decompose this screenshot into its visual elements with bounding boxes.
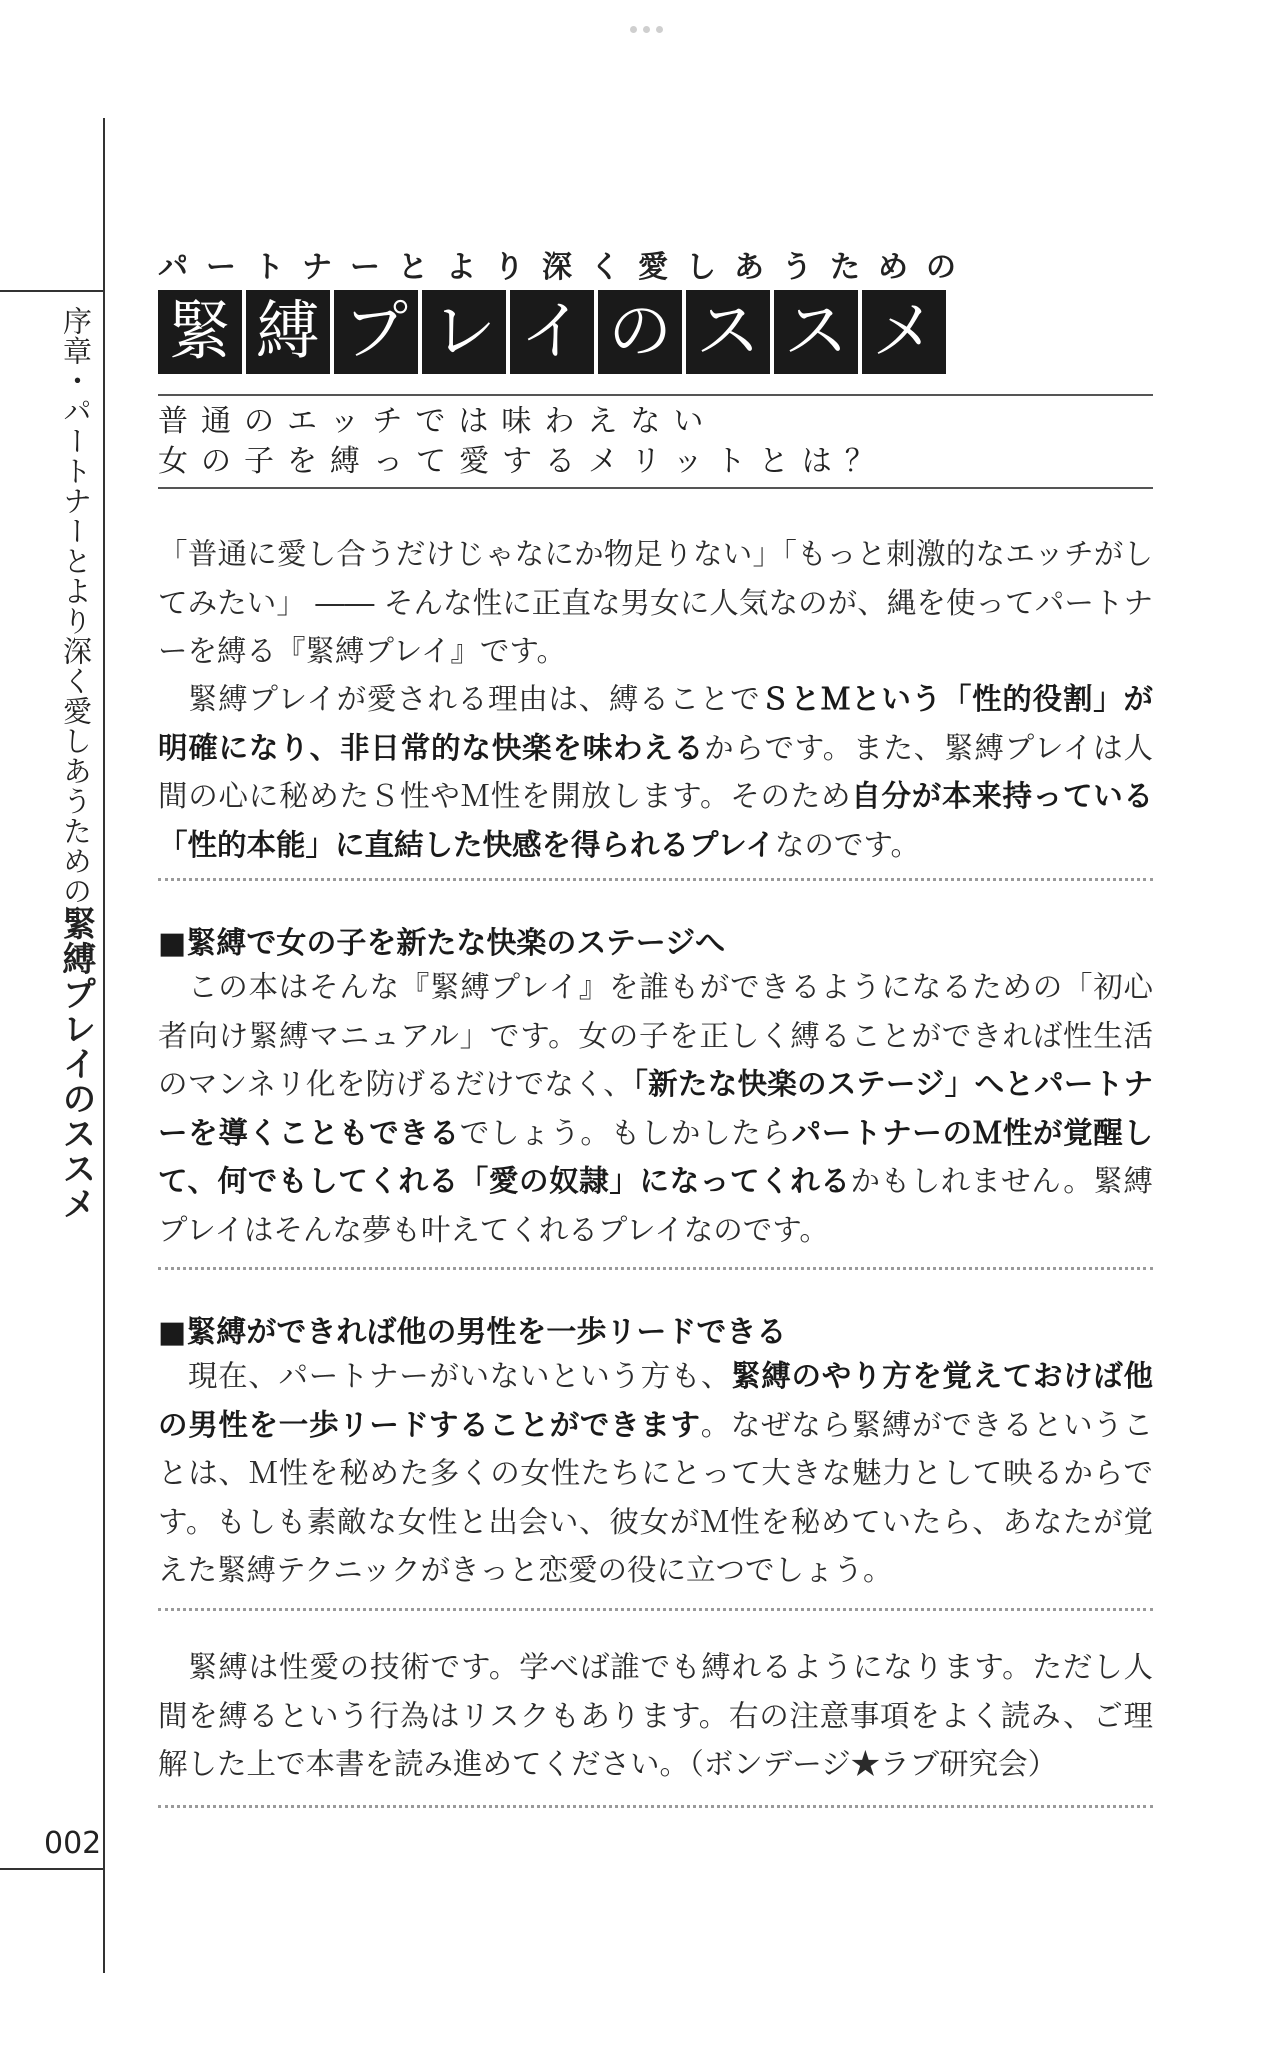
page-indicator-dots[interactable]: [630, 26, 663, 33]
subtitle-line-1: 普通のエッチでは味わえない: [158, 404, 717, 439]
text-run: この本はそんな『緊縛プレイ』を誰もができるようになるための「初心者向け緊縛マニュアル」です。女の子を正しく縛ることができれば性生活のマンネリ化を防げるだけでなく、: [158, 970, 1153, 1101]
running-title: [56, 306, 96, 1221]
sidebar-bottom-rule: [0, 1868, 104, 1870]
subtitle-top-rule: [158, 394, 1153, 396]
title-char: プ: [334, 290, 418, 374]
sidebar-top-rule: [0, 290, 104, 292]
section-2-heading: ■緊縛ができれば他の男性を一歩リードできる: [158, 1315, 787, 1350]
running-title-bold: 緊縛プレイのススメ: [56, 906, 96, 1221]
title-char: ス: [686, 290, 770, 374]
dotted-divider: [158, 878, 1153, 881]
text-run: 現在、パートナーがいないという方も、: [188, 1359, 732, 1393]
title-char: の: [598, 290, 682, 374]
text-run: なのです。: [774, 827, 920, 862]
subtitle-line-2: 女の子を縛って愛するメリットとは？: [158, 444, 888, 479]
subtitle-bottom-rule: [158, 487, 1153, 489]
title-kicker: パートナーとより深く愛しあうための: [158, 250, 974, 285]
section-1-body: [158, 963, 1153, 1254]
dotted-divider: [158, 1608, 1153, 1611]
emphasis-run: 自分が本来持っている「性的本能」に直結した快感を得られるプレイ: [158, 778, 1153, 862]
text-run: かもしれません。緊縛プレイはそんな夢も叶えてくれるプレイなのです。: [158, 1164, 1153, 1247]
text-run: からです。また、緊縛プレイは人間の心に秘めたＳ性やＭ性を開放します。そのため: [158, 730, 1153, 813]
emphasis-run: 「新たな快楽のステージ」へとパートナーを導くこともできる: [158, 1066, 1154, 1150]
page-title: [158, 290, 946, 374]
text-run: 緊縛プレイが愛される理由は、縛ることで: [188, 682, 761, 716]
title-char: レ: [422, 290, 506, 374]
emphasis-run: パートナーのＭ性が覚醒して、何でもしてくれる「愛の奴隷」になってくれる: [158, 1114, 1153, 1198]
closing-paragraph: 緊縛は性愛の技術です。学べば誰でも縛れるようになります。ただし人間を縛るという行為はリスクもあります。右の注意事項をよく読み、ご理解した上で本書を読み進めてください。（ボンデージ★ラブ研究会）: [158, 1650, 1153, 1781]
title-char: 縛: [246, 290, 330, 374]
title-char: 緊: [158, 290, 242, 374]
section-2-body: [158, 1352, 1153, 1595]
text-run: でしょう。もしかしたら: [459, 1115, 792, 1150]
dotted-divider: [158, 1267, 1153, 1270]
emphasis-run: ＳとＭという「性的役割」が明確になり、非日常的な快楽を味わえる: [158, 681, 1153, 765]
title-char: イ: [510, 290, 594, 374]
intro-paragraph-2: [158, 675, 1153, 869]
emphasis-run: 緊縛のやり方を覚えておけば他の男性を一歩リードすることができます: [158, 1358, 1153, 1442]
title-char: ス: [774, 290, 858, 374]
section-1-heading: ■緊縛で女の子を新たな快楽のステージへ: [158, 926, 726, 961]
title-char: メ: [862, 290, 946, 374]
dotted-divider: [158, 1805, 1153, 1808]
intro-paragraph-1: 「普通に愛し合うだけじゃなにか物足りない」「もっと刺激的なエッチがしてみたい」 ―― そんな性に正直な男女に人気なのが、縄を使ってパートナーを縛る『緊縛プレイ』です。: [158, 537, 1153, 668]
subtitle: [158, 402, 1153, 482]
sidebar-vertical-rule: [103, 118, 105, 1973]
text-run: 。なぜなら緊縛ができるということは、Ｍ性を秘めた多くの女性たちにとって大きな魅力として映るからです。もしも素敵な女性と出会い、彼女がＭ性を秘めていたら、あなたが覚えた緊縛テクニックがきっと恋愛の役に立つでしょう。: [158, 1407, 1153, 1587]
running-title-text: 序章・パートナーとより深く愛しあうための: [59, 306, 93, 906]
page-number: 002: [44, 1826, 102, 1861]
